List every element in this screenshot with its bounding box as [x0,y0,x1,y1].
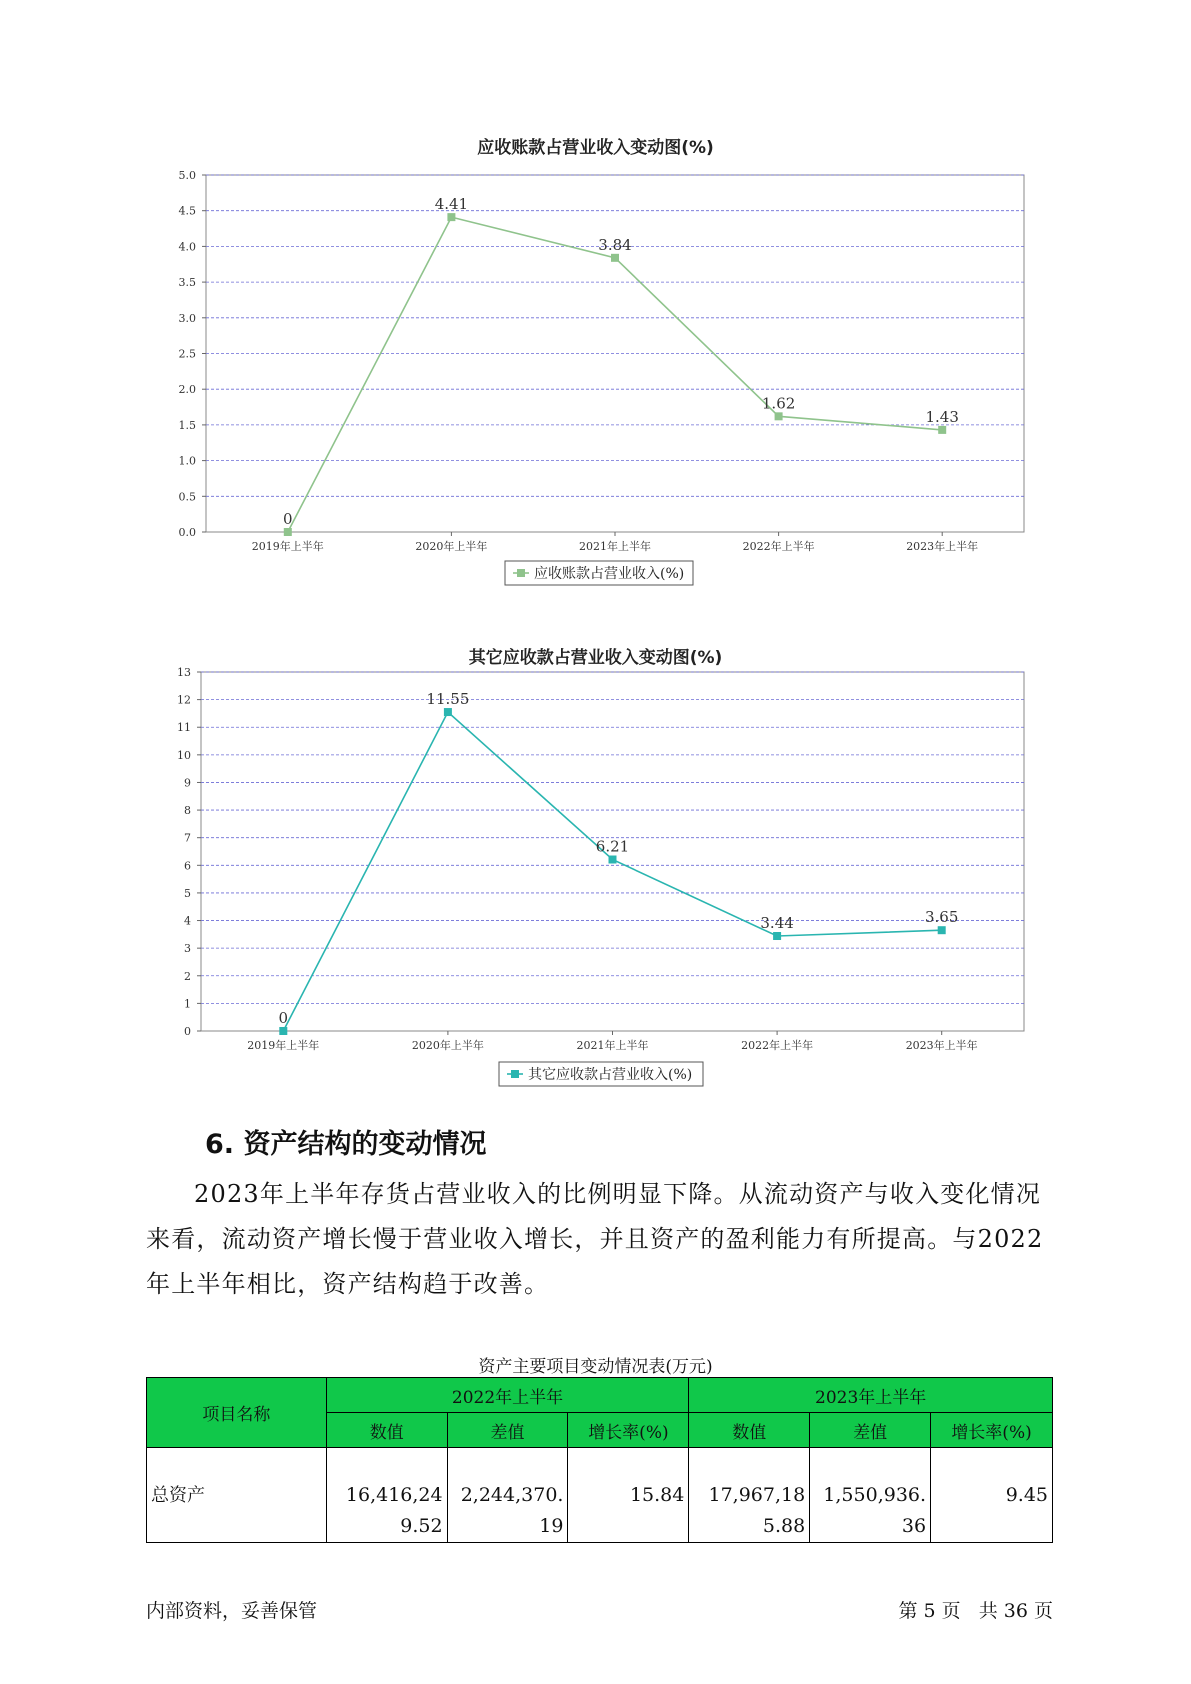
cell-value-2022 [326,1448,447,1543]
x-tick-label: 2020年上半年 [415,540,488,553]
x-tick-label: 2023年上半年 [906,540,979,553]
y-tick-label: 3.0 [178,311,196,325]
header-diff-2023: 差值 [810,1413,931,1448]
y-tick-label: 1.0 [178,454,196,468]
section-heading: 6. 资产结构的变动情况 [205,1129,487,1160]
data-point [938,926,946,934]
cell-rate-2022: 15.84 [568,1448,689,1543]
chart2-title: 其它应收款占营业收入变动图(%) [468,648,723,668]
footer-left: 内部资料，妥善保管 [146,1600,318,1622]
legend-marker [511,1070,519,1078]
data-label: 11.55 [426,690,470,709]
chart2-other-receivables-ratio [0,600,1191,1100]
x-tick-label: 2019年上半年 [251,540,324,553]
header-period-2023: 2023年上半年 [689,1378,1053,1413]
cell-diff-2023-text: 1,550,936.36 [823,1484,927,1537]
y-tick-label: 4 [184,914,191,928]
data-point [773,932,781,940]
x-tick-label: 2020年上半年 [411,1039,484,1052]
data-label: 0 [278,1009,289,1027]
y-tick-label: 0.5 [178,490,196,504]
data-point [775,412,783,420]
data-point [611,254,619,262]
legend-label: 其它应收款占营业收入(%) [528,1067,693,1083]
chart1-title: 应收账款占营业收入变动图(%) [477,138,714,158]
footer-right: 第 5 页 共 36 页 [898,1600,1053,1622]
cell-rate-2023: 9.45 [931,1448,1053,1543]
data-point [938,426,946,434]
table-caption: 资产主要项目变动情况表(万元) [478,1357,713,1377]
y-tick-label: 12 [177,693,191,707]
assets-table [146,1377,1053,1543]
data-point [609,856,617,864]
data-point [284,528,292,536]
cell-value-2023-text: 17,967,185.88 [708,1484,806,1537]
y-tick-label: 2.0 [178,383,196,397]
x-tick-label: 2019年上半年 [247,1039,320,1052]
y-tick-label: 11 [177,721,191,735]
y-tick-label: 4.0 [178,240,196,254]
y-tick-label: 8 [184,804,191,818]
y-tick-label: 7 [184,831,191,845]
data-label: 3.65 [924,908,959,927]
cell-diff-2022-text: 2,244,370.19 [460,1484,564,1537]
y-tick-label: 3 [184,942,191,956]
header-item-name: 项目名称 [147,1378,327,1448]
x-tick-label: 2022年上半年 [741,1039,814,1052]
data-label: 1.62 [761,394,796,413]
cell-value-2022-text: 16,416,249.52 [345,1484,443,1537]
legend-label: 应收账款占营业收入(%) [534,566,685,582]
y-tick-label: 6 [184,859,191,873]
header-period-2022: 2022年上半年 [326,1378,689,1413]
header-diff-2022: 差值 [447,1413,568,1448]
legend-marker [517,569,525,577]
data-point [279,1027,287,1035]
x-tick-label: 2021年上半年 [576,1039,649,1052]
data-point [444,708,452,716]
y-tick-label: 1 [184,997,191,1011]
section-paragraph: 2023年上半年存货占营业收入的比例明显下降。从流动资产与收入变化情况来看，流动资产增长慢于营业收入增长，并且资产的盈利能力有所提高。与2022年上半年相比，资产结构趋于改善。 [146,1180,1044,1298]
y-tick-label: 9 [184,776,191,790]
x-tick-label: 2021年上半年 [579,540,651,553]
header-rate-2023: 增长率(%) [931,1413,1053,1448]
y-tick-label: 13 [177,666,191,679]
cell-value-2023 [689,1448,810,1543]
x-tick-label: 2022年上半年 [742,540,815,553]
cell-diff-2022 [447,1448,568,1543]
header-value-2023: 数值 [689,1413,810,1448]
y-tick-label: 5.0 [178,169,196,182]
chart1-receivables-ratio [0,0,1191,600]
y-tick-label: 2 [184,969,191,983]
header-rate-2022: 增长率(%) [568,1413,689,1448]
data-label: 4.41 [434,195,469,214]
y-tick-label: 5 [184,886,191,900]
y-tick-label: 4.5 [178,204,196,218]
header-value-2022: 数值 [326,1413,447,1448]
data-label: 6.21 [595,837,630,856]
y-tick-label: 3.5 [178,276,196,290]
y-tick-label: 0 [184,1025,191,1038]
data-label: 1.43 [925,407,959,426]
x-tick-label: 2023年上半年 [905,1039,978,1052]
data-point [447,213,455,221]
y-tick-label: 0.0 [178,526,196,539]
y-tick-label: 10 [177,748,191,762]
data-label: 3.44 [760,914,794,933]
y-tick-label: 2.5 [178,347,196,361]
table-row [147,1448,1053,1543]
data-label: 0 [283,510,293,528]
row-name: 总资产 [147,1448,327,1543]
data-label: 3.84 [598,235,632,254]
cell-diff-2023 [810,1448,931,1543]
y-tick-label: 1.5 [178,418,196,432]
